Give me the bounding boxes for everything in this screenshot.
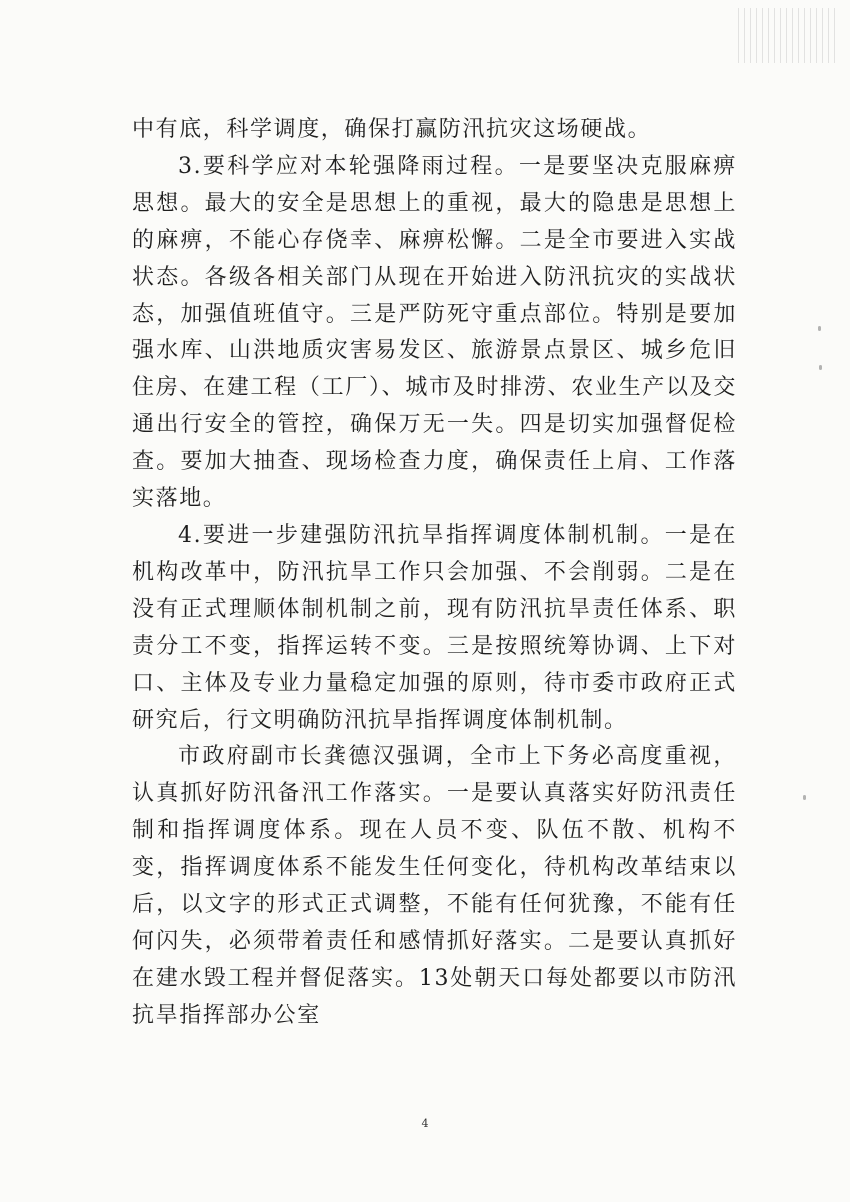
paragraph-item-3: 3.要科学应对本轮强降雨过程。一是要坚决克服麻痹思想。最大的安全是思想上的重视，最大的隐患是思想上的麻痹，不能心存侥幸、麻痹松懈。二是全市要进入实战状态。各级各相关部门从现在开始进入防汛抗灾的实战状态，加强值班值守。三是严防死守重点部位。特别是要加强水库、山洪地质灾害易发区、旅游景点景区、城乡危旧住房、在建工程（工厂）、城市及时排涝、农业生产以及交通出行安全的管控，确保万无一失。四是切实加强督促检查。要加大抽查、现场检查力度，确保责任上肩、工作落实落地。 — [132, 153, 737, 512]
page-number: 4 — [421, 1117, 429, 1130]
scan-speck — [819, 365, 822, 370]
scan-artifact — [738, 8, 838, 63]
scan-speck — [818, 326, 821, 331]
paragraph-item-4: 4.要进一步建强防汛抗旱指挥调度体制机制。一是在机构改革中，防汛抗旱工作只会加强、不会削弱。二是在没有正式理顺体制机制之前，现有防汛抗旱责任体系、职责分工不变，指挥运转不变。三是按照统筹协调、上下对口、主体及专业力量稳定加强的原则，待市委市政府正式研究后，行文明确防汛抗旱指挥调度体制机制。 — [132, 522, 737, 733]
body-text — [132, 112, 737, 1035]
paragraph-continuation: 中有底，科学调度，确保打赢防汛抗灾这场硬战。 — [132, 117, 652, 142]
scan-speck — [803, 795, 806, 800]
paragraph-vice-mayor: 市政府副市长龚德汉强调，全市上下务必高度重视，认真抓好防汛备汛工作落实。一是要认真落实好防汛责任制和指挥调度体系。现在人员不变、队伍不散、机构不变，指挥调度体系不能发生任何变化，待机构改革结束以后，以文字的形式正式调整，不能有任何犹豫，不能有任何闪失，必须带着责任和感情抓好落实。二是要认真抓好在建水毁工程并督促落实。13处朝天口每处都要以市防汛抗旱指挥部办公室 — [132, 744, 737, 1028]
